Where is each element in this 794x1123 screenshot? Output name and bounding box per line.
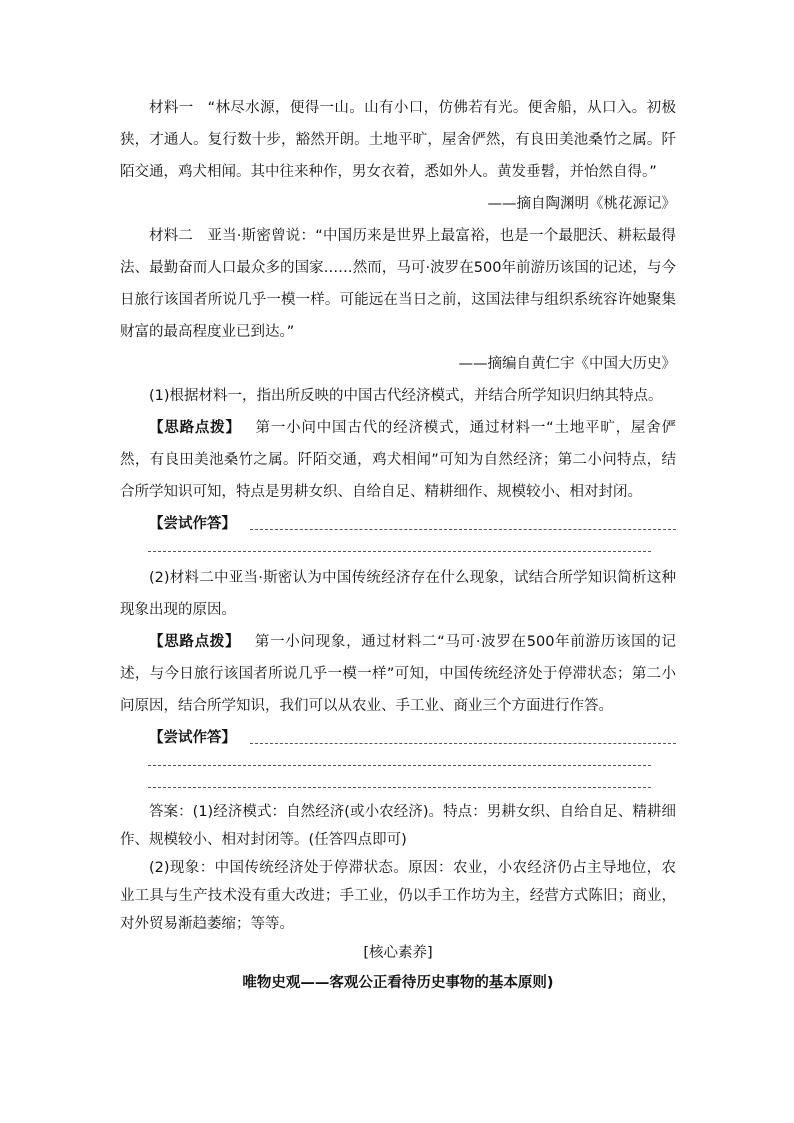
material-1-text: “林尽水源，便得一山。山有小口，仿佛若有光。便舍船，从口入。初极狭，才通人。复行数十步，豁然开朗。土地平旷，屋舍俨然，有良田美池桑竹之属。阡陌交通，鸡犬相闻。其中往来种作，男女衣着，悉如外人。黄发垂髫，并怡然自得。” (120, 100, 677, 180)
answer-blank-line[interactable] (148, 787, 651, 788)
hint-text: 第一小问现象，通过材料二“马可·波罗在500年前游历该国的记述，与今日旅行该国者所说几乎一模一样”可知，中国传统经济处于停滞状态；第二小问原因，结合所学知识，我们可以从农业、手工业、商业三个方面进行作答。 (120, 634, 677, 714)
try-answer-label: 【尝试作答】 (149, 730, 236, 746)
material-2-text: 亚当·斯密曾说：“中国历来是世界上最富裕，也是一个最肥沃、耕耘最得法、最勤奋而人口最众多的国家……然而，马可·波罗在500年前游历该国的记述，与今日旅行该国者所说几乎一模一样。可能远在当日之前，这国法律与组织系统容许她聚集财富的最高程度业已到达。” (120, 228, 676, 340)
answer-blank-line[interactable] (250, 743, 676, 744)
hint-label: 【思路点拨】 (149, 634, 241, 650)
answer-part-2: (2)现象：中国传统经济处于停滞状态。原因：农业，小农经济仍占主导地位，农业工具与生产技术没有重大改进；手工业，仍以手工作坊为主，经营方式陈旧；商业，对外贸易渐趋萎缩；等等。 (120, 860, 676, 932)
question-2: (2)材料二中亚当·斯密认为中国传统经济存在什么现象，试结合所学知识简析这种现象出现的原因。 (120, 570, 676, 618)
answer-blank-row[interactable] (120, 754, 676, 776)
material-2-source: ——摘编自黄仁宇《中国大历史》 (458, 356, 676, 372)
core-literacy-heading: [核心素养] (363, 945, 433, 961)
core-literacy-title: 唯物史观——客观公正看待历史事物的基本原则) (242, 975, 554, 991)
answer-blank-row[interactable] (120, 540, 676, 562)
hint-label: 【思路点拨】 (149, 420, 241, 436)
question-1: (1)根据材料一，指出所反映的中国古代经济模式，并结合所学知识归纳其特点。 (149, 388, 663, 404)
answer-blank-line[interactable] (148, 765, 651, 766)
document-page (120, 92, 676, 998)
question-2-answer-field[interactable] (120, 722, 676, 754)
answer-part-1: 答案：(1)经济模式：自然经济(或小农经济)。特点：男耕女织、自给自足、精耕细作、规模较小、相对封闭等。(任答四点即可) (120, 804, 676, 848)
answer-blank-line[interactable] (148, 551, 651, 552)
question-1-hint (120, 412, 676, 508)
hint-text: 第一小问中国古代的经济模式，通过材料一“土地平旷，屋舍俨然，有良田美池桑竹之属。阡陌交通，鸡犬相闻”可知为自然经济；第二小问特点，结合所学知识可知，特点是男耕女织、自给自足、精耕细作、规模较小、相对封闭。 (120, 420, 676, 500)
answer-blank-line[interactable] (250, 529, 676, 530)
answer-blank-row[interactable] (120, 776, 676, 798)
material-1-label: 材料一 (149, 100, 194, 116)
question-1-answer-field[interactable] (120, 508, 676, 540)
material-1-source: ——摘自陶渊明《桃花源记》 (487, 196, 676, 212)
try-answer-label: 【尝试作答】 (149, 516, 236, 532)
material-2-label: 材料二 (149, 228, 194, 244)
material-2-paragraph (120, 220, 676, 348)
material-1-paragraph (120, 92, 676, 188)
question-2-hint (120, 626, 676, 722)
